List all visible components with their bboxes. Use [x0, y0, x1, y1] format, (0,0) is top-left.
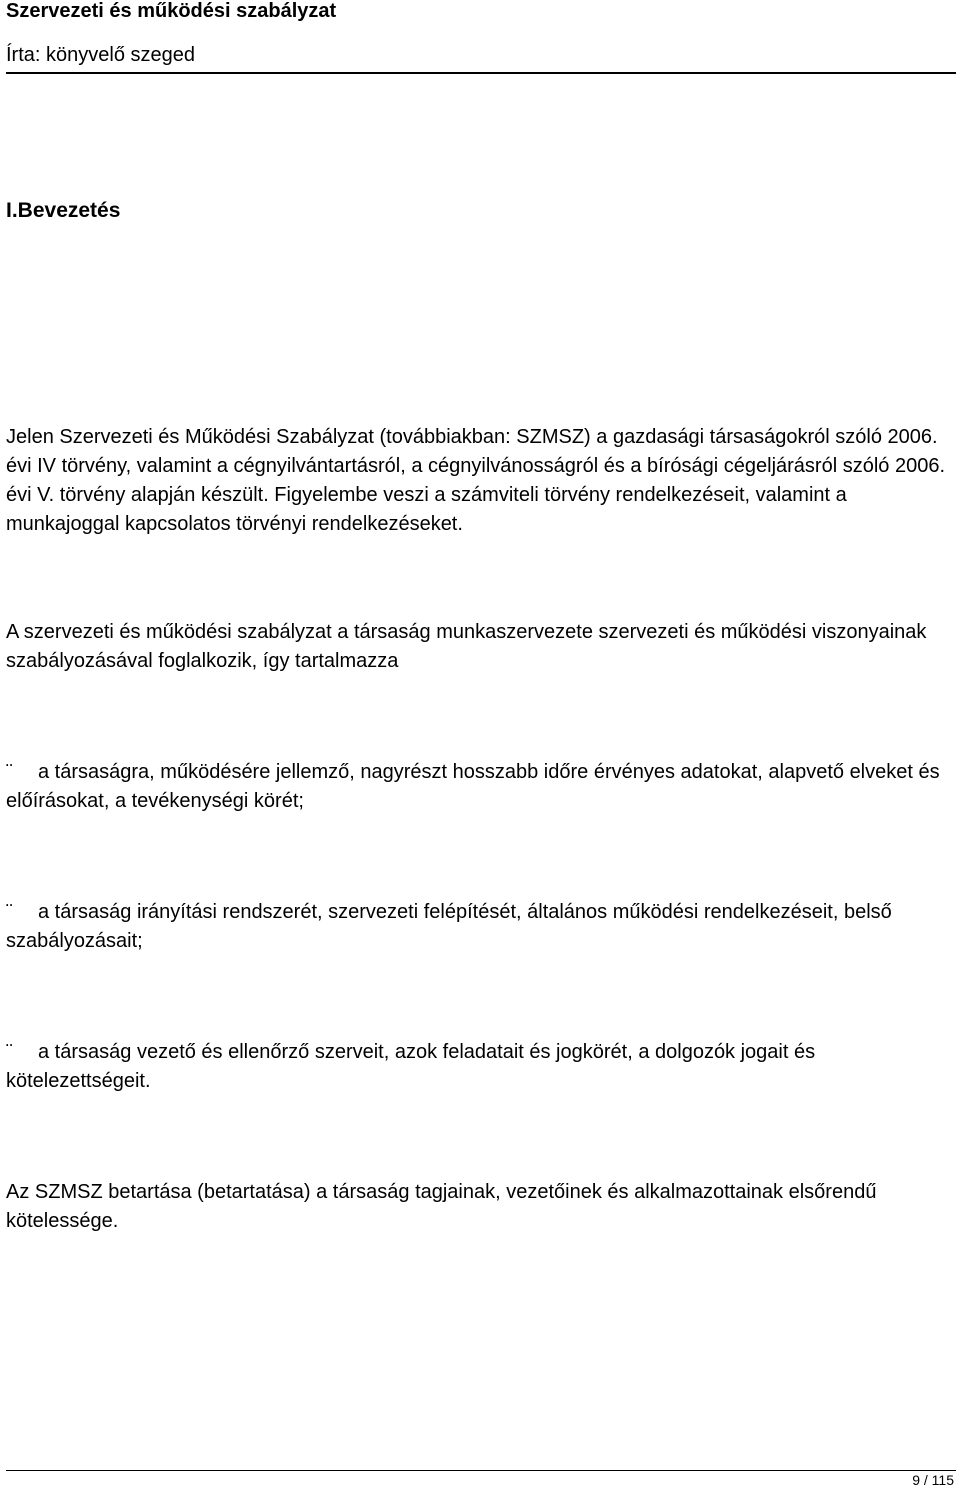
- list-item-text: a társaság vezető és ellenőrző szerveit, azok feladatait és jogkörét, a dolgozók jogait és kötelezettségeit.: [6, 1041, 816, 1092]
- list-item-text: a társaság irányítási rendszerét, szervezeti felépítését, általános működési rendelkezéseit, belső szabályozásait;: [6, 901, 892, 952]
- bullet-marker: ¨: [6, 1041, 13, 1063]
- list-item: [6, 898, 956, 956]
- intro-paragraph: Jelen Szervezeti és Működési Szabályzat (továbbiakban: SZMSZ) a gazdasági társaságokról szóló 2006. évi IV törvény, valamint a cégnyilvántartásról, a cégnyilvánosságról és a bírósági cégeljárásról szóló 2006. évi V. törvény alapján készült. Figyelembe veszi a számviteli törvény rendelkezéseit, valamint a munkajoggal kapcsolatos törvényi rendelkezéseket.: [6, 426, 946, 535]
- document-author: Írta: könyvelő szeged: [6, 44, 195, 66]
- page-header: [6, 0, 956, 74]
- bullet-marker: ¨: [6, 901, 13, 923]
- scope-paragraph: A szervezeti és működési szabályzat a társaság munkaszervezete szervezeti és működési viszonyainak szabályozásával foglalkozik, így tartalmazza: [6, 621, 927, 672]
- page-footer: [6, 1470, 956, 1488]
- list-item-text: a társaságra, működésére jellemző, nagyrészt hosszabb időre érvényes adatokat, alapvető elveket és előírásokat, a tevékenységi körét;: [6, 761, 940, 812]
- closing-paragraph: Az SZMSZ betartása (betartatása) a társaság tagjainak, vezetőinek és alkalmazottainak elsőrendű kötelessége.: [6, 1181, 877, 1232]
- bullet-marker: ¨: [6, 761, 13, 783]
- section-heading: I.Bevezetés: [6, 199, 121, 222]
- page-number: 9 / 115: [912, 1472, 954, 1488]
- document-title: Szervezeti és működési szabályzat: [6, 0, 337, 22]
- list-item: [6, 1038, 956, 1096]
- list-item: [6, 758, 956, 816]
